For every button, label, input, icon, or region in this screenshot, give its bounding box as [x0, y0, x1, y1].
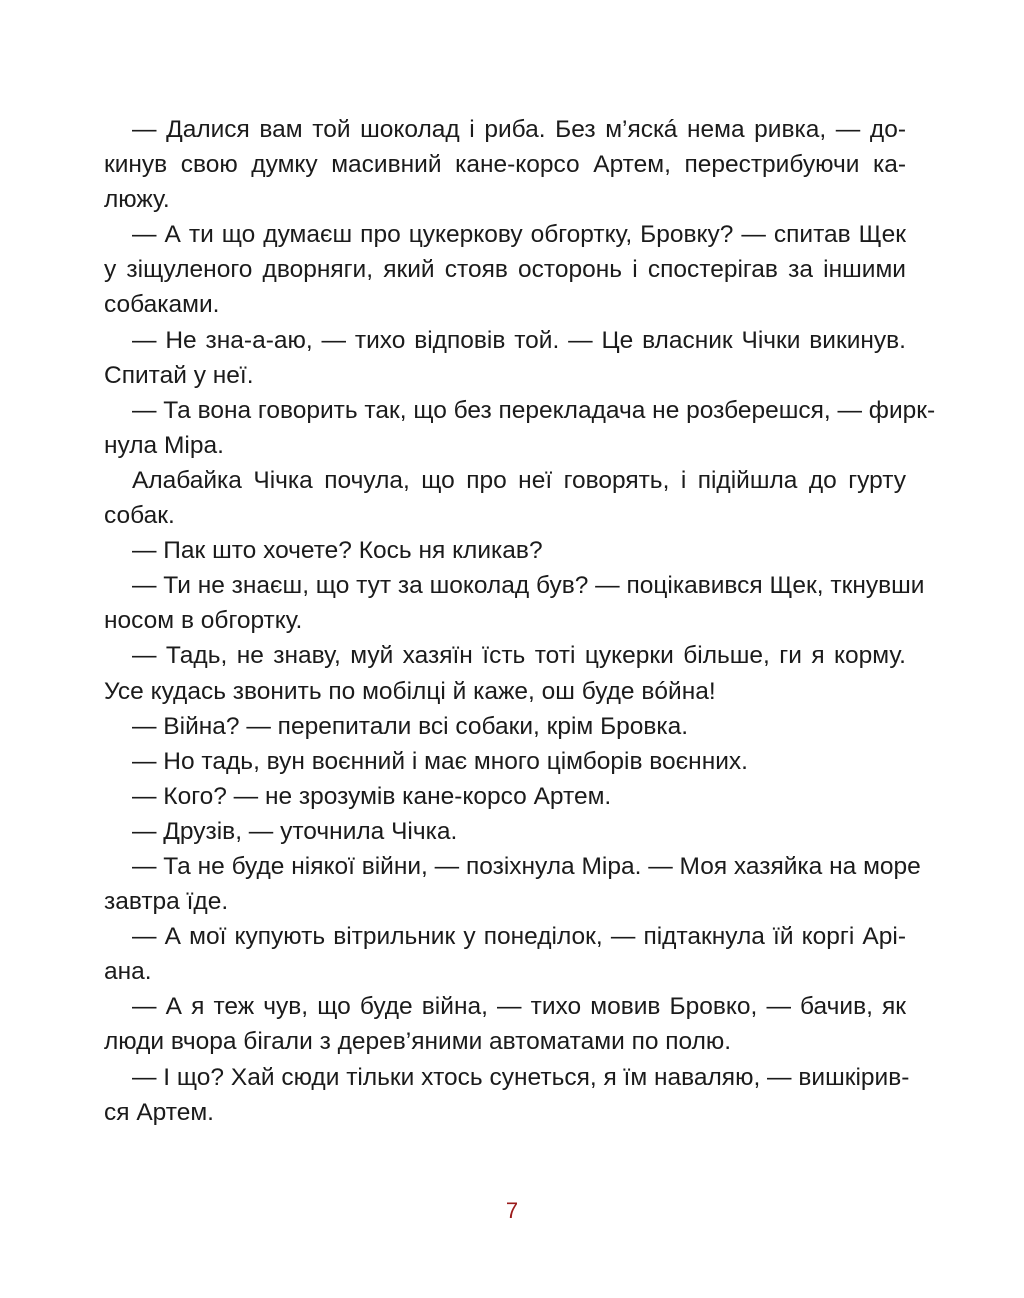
text-line: у зіщуленого дворняги, який стояв осторонь і спостерігав за іншими: [104, 256, 906, 284]
page-number: 7: [505, 1198, 519, 1223]
text-line: Спитай у неї.: [104, 361, 254, 389]
text-line: ся Артем.: [104, 1098, 214, 1126]
text-line: собак.: [104, 502, 175, 530]
text-line: — Та вона говорить так, що без перекладача не розберешся, — фирк-: [132, 396, 936, 424]
text-line: — Війна? — перепитали всі собаки, крім Бровка.: [132, 712, 689, 740]
text-line: — Пак што хочете? Кось ня кликав?: [132, 537, 543, 565]
text-line: Алабайка Чічка почула, що про неї говорять, і підійшла до гурту: [132, 466, 906, 494]
text-line: люди вчора бігали з дерев’яними автоматами по полю.: [104, 1028, 732, 1056]
text-line: ана.: [104, 958, 152, 986]
text-line: — Та не буде ніякої війни, — позіхнула Міра. — Моя хазяйка на море: [132, 852, 921, 880]
text-line: — Ти не знаєш, що тут за шоколад був? — поцікавився Щек, ткнувши: [132, 572, 925, 600]
text-line: люжу.: [104, 186, 170, 214]
text-line: — А мої купують вітрильник у понеділок, — підтакнула їй коргі Арі-: [132, 923, 906, 951]
text-line: завтра їде.: [104, 888, 229, 916]
text-line: кинув свою думку масивний кане-корсо Артем, перестрибуючи ка-: [104, 151, 906, 179]
text-line: нула Міра.: [104, 431, 224, 459]
text-line: собаками.: [104, 291, 220, 319]
text-line: — Далися вам той шоколад і риба. Без м’яскá нема ривка, — до-: [132, 116, 906, 143]
text-line: Усе кудась звонить по мобілці й каже, ош буде вóйна!: [104, 677, 716, 705]
text-line: — І що? Хай сюди тільки хтось сунеться, я їм наваляю, — вишкірив-: [132, 1063, 910, 1091]
text-line: — Друзів, — уточнила Чічка.: [132, 817, 458, 845]
text-line: — Кого? — не зрозумів кане-корсо Артем.: [132, 782, 612, 810]
text-line: — А я теж чув, що буде війна, — тихо мовив Бровко, — бачив, як: [132, 993, 906, 1021]
text-line: — Но тадь, вун воєнний і має много цімборів воєнних.: [132, 747, 748, 775]
text-line: — Не зна-а-аю, — тихо відповів той. — Це власник Чічки викинув.: [132, 326, 906, 354]
body-text: [104, 112, 936, 1130]
text-line: — Тадь, не знаву, муй хазяїн їсть тоті цукерки більше, ги я корму.: [132, 642, 906, 670]
text-line: носом в обгортку.: [104, 607, 303, 635]
text-line: — А ти що думаєш про цукеркову обгортку, Бровку? — спитав Щек: [132, 221, 906, 249]
